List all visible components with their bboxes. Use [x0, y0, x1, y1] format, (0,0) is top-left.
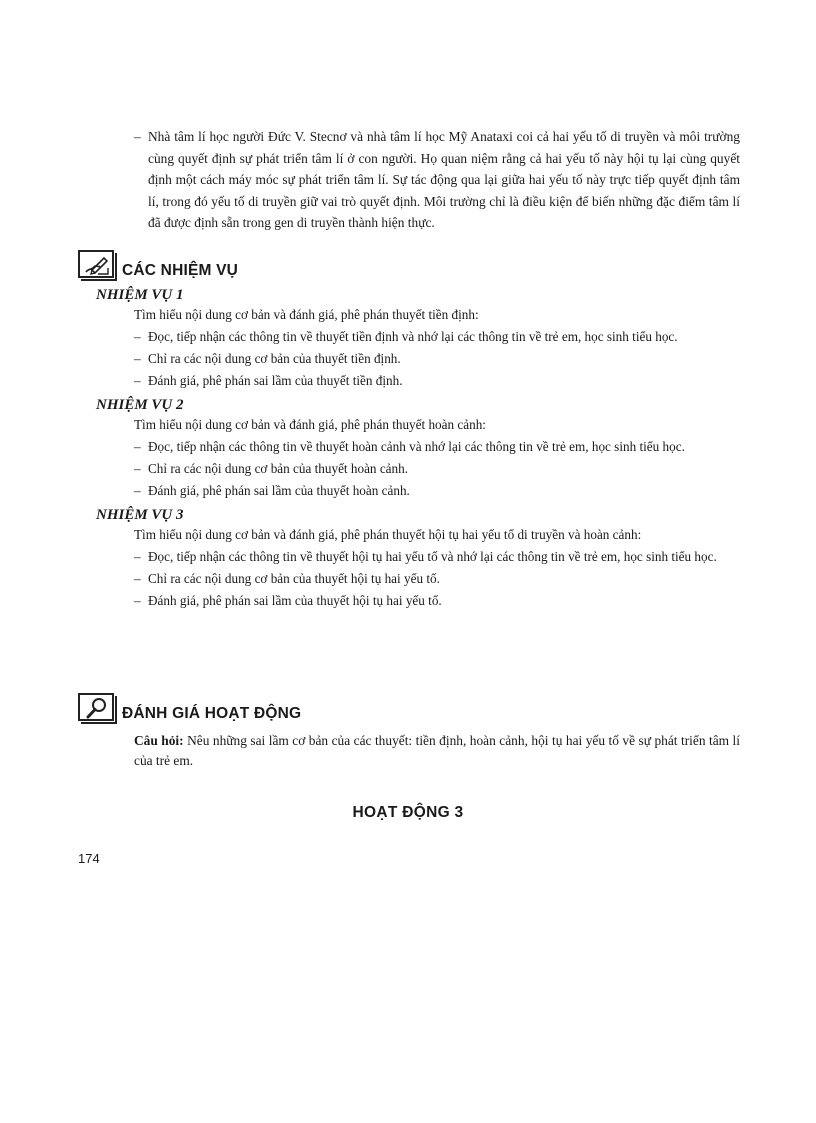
tasks-section-title: CÁC NHIỆM VỤ [122, 262, 239, 279]
task-item [134, 547, 740, 567]
task-item [134, 569, 740, 589]
task-body [134, 415, 740, 501]
task-block-1 [96, 285, 740, 391]
task-intro: Tìm hiểu nội dung cơ bản và đánh giá, phê phán thuyết hội tụ hai yếu tố di truyền và hoàn cảnh: [134, 527, 642, 542]
task-body [134, 305, 740, 391]
task-item-text: Đánh giá, phê phán sai lầm của thuyết hoàn cảnh. [148, 483, 410, 498]
dash-bullet: – [134, 329, 141, 344]
pencil-writing-icon [78, 250, 114, 278]
task-item [134, 591, 740, 611]
tasks-section-header [78, 250, 238, 278]
evaluation-section-header [78, 693, 301, 721]
task-block-3 [96, 505, 740, 611]
magnifier-icon [78, 693, 114, 721]
evaluation-section-title: ĐÁNH GIÁ HOẠT ĐỘNG [122, 705, 302, 722]
task-body [134, 525, 740, 611]
question-text: Nêu những sai lầm cơ bản của các thuyết: tiền định, hoàn cảnh, hội tụ hai yếu tố về sự phát triển tâm lí của trẻ em. [134, 733, 740, 768]
task-item-text: Chỉ ra các nội dung cơ bản của thuyết tiền định. [148, 351, 401, 366]
dash-bullet: – [134, 549, 141, 564]
task-item [134, 437, 740, 457]
task-item-text: Đánh giá, phê phán sai lầm của thuyết hội tụ hai yếu tố. [148, 593, 442, 608]
question-label: Câu hỏi: [134, 733, 184, 748]
task-item [134, 327, 740, 347]
task-item-text: Đánh giá, phê phán sai lầm của thuyết tiền định. [148, 373, 403, 388]
task-block-2 [96, 395, 740, 501]
task-title: NHIỆM VỤ 2 [96, 397, 184, 413]
task-item-text: Chỉ ra các nội dung cơ bản của thuyết hoàn cảnh. [148, 461, 409, 476]
task-item-text: Đọc, tiếp nhận các thông tin về thuyết hoàn cảnh và nhớ lại các thông tin về trẻ em, học sinh tiểu học. [148, 439, 685, 454]
task-item [134, 481, 740, 501]
task-intro: Tìm hiểu nội dung cơ bản và đánh giá, phê phán thuyết hoàn cảnh: [134, 417, 486, 432]
next-activity-heading: HOẠT ĐỘNG 3 [352, 804, 464, 821]
dash-bullet: – [134, 593, 141, 608]
task-item [134, 459, 740, 479]
dash-bullet: – [134, 571, 141, 586]
tasks-list [96, 285, 740, 615]
dash-bullet: – [134, 351, 141, 366]
intro-text: Nhà tâm lí học người Đức V. Stecnơ và nhà tâm lí học Mỹ Anataxi coi cả hai yếu tố di truyền và môi trường cùng quyết định sự phát triển tâm lí ở con người. Họ quan niệm rằng cả hai yếu tố này hội tụ lại cùng quyết định một cách máy móc sự phát triển tâm lí. Sự tác động qua lại giữa hai yếu tố này trực tiếp quyết định tâm lí, trong đó yếu tố di truyền giữ vai trò quyết định. Môi trường chỉ là điều kiện để biến những đặc điểm tâm lí đã được định sẵn trong gen di truyền thành hiện thực. [148, 129, 740, 230]
task-item-text: Đọc, tiếp nhận các thông tin về thuyết tiền định và nhớ lại các thông tin về trẻ em, học sinh tiểu học. [148, 329, 678, 344]
task-title: NHIỆM VỤ 1 [96, 287, 184, 303]
dash-bullet: – [134, 129, 141, 144]
dash-bullet: – [134, 483, 141, 498]
task-item-text: Chỉ ra các nội dung cơ bản của thuyết hội tụ hai yếu tố. [148, 571, 440, 586]
task-item-text: Đọc, tiếp nhận các thông tin về thuyết hội tụ hai yếu tố và nhớ lại các thông tin về trẻ em, học sinh tiểu học. [148, 549, 717, 564]
intro-paragraph [134, 126, 740, 234]
evaluation-question [134, 731, 740, 771]
task-intro: Tìm hiểu nội dung cơ bản và đánh giá, phê phán thuyết tiền định: [134, 307, 479, 322]
dash-bullet: – [134, 439, 141, 454]
page-number: 174 [78, 851, 100, 866]
task-title: NHIỆM VỤ 3 [96, 507, 184, 523]
intro-dash-item [134, 126, 740, 234]
dash-bullet: – [134, 373, 141, 388]
task-item [134, 371, 740, 391]
task-item [134, 349, 740, 369]
dash-bullet: – [134, 461, 141, 476]
